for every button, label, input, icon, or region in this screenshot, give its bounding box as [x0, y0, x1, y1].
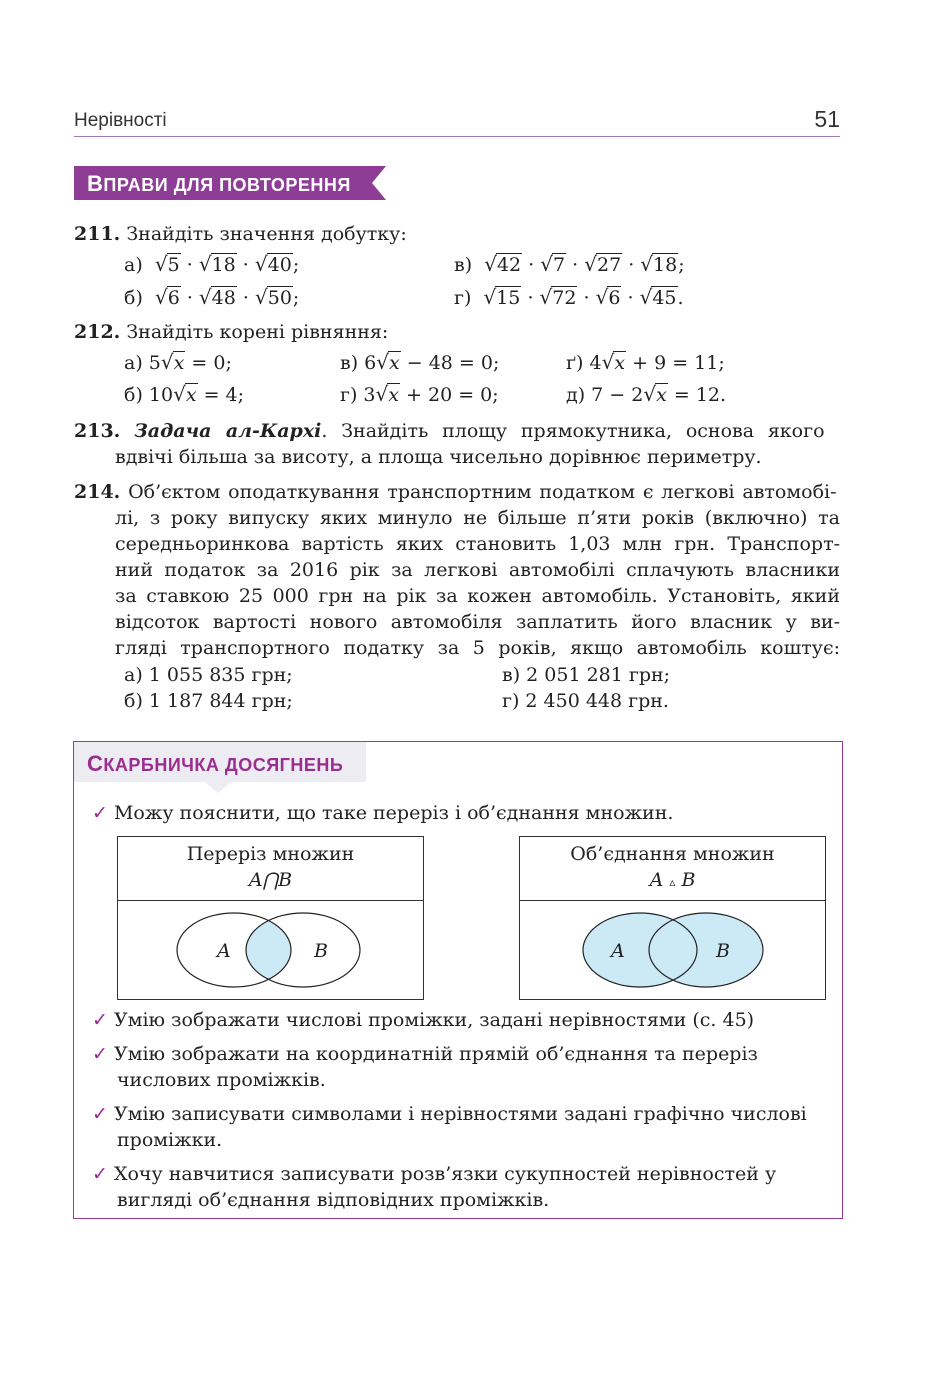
section-title: ВПРАВИ ДЛЯ ПОВТОРЕННЯ [87, 171, 351, 196]
page-number: 51 [814, 106, 840, 132]
exercise-211-v: в) √42 · √7 · √27 · √18; [454, 252, 685, 276]
exercise-214-line5: за ставкою 25 000 грн на рік за кожен автомобіль. Установіть, який [115, 585, 840, 607]
achievements-title: СКАРБНИЧКА ДОСЯГНЕНЬ [87, 751, 344, 776]
tab-pointer [205, 782, 231, 793]
intersection-diagram [117, 836, 424, 1000]
running-header-title: Нерівності [74, 110, 167, 131]
achievement-item-3: ✓ Умію зображати на координатній прямій об’єднання та переріз [92, 1043, 758, 1065]
union-set-a-label: A [611, 940, 625, 962]
union-diagram [519, 836, 826, 1000]
exercise-211-a: а) √5 · √18 · √40; [124, 252, 300, 276]
exercise-214-b: б) 1 187 844 грн; [124, 690, 293, 712]
exercise-212-v: в) 6√x − 48 = 0; [340, 350, 500, 374]
achievement-item-5-cont: вигляді об’єднання відповідних проміжків. [117, 1189, 550, 1211]
exercise-212-g: г) 3√x + 20 = 0; [340, 382, 499, 406]
exercise-213-line1: 213. Задача ал-Кархі. Знайдіть площу прямокутника, основа якого [74, 420, 825, 442]
exercise-213-line2: вдвічі більша за висоту, а площа чисельно дорівнює периметру. [115, 446, 762, 468]
exercise-212-g1: ґ) 4√x + 9 = 11; [566, 350, 725, 374]
exercise-212-d: д) 7 − 2√x = 12. [566, 382, 727, 406]
achievement-item-1: ✓ Можу пояснити, що таке переріз і об’єднання множин. [92, 802, 674, 824]
achievement-item-5: ✓ Хочу навчитися записувати розв’язки сукупностей нерівностей у [92, 1163, 777, 1185]
intersection-header: Переріз множин A⋂B [118, 837, 423, 901]
intersection-venn [118, 903, 423, 999]
union-venn [520, 903, 825, 999]
exercise-211-b: б) √6 · √48 · √50; [124, 285, 300, 309]
set-b-label: B [314, 940, 328, 962]
exercise-214-line2: лі, з року випуску яких минуло не більше п’яти років (включно) та [115, 507, 840, 529]
achievement-item-4: ✓ Умію записувати символами і нерівностями задані графічно числові [92, 1103, 807, 1125]
achievement-item-3-cont: числових проміжків. [117, 1069, 326, 1091]
section-banner [74, 166, 386, 200]
exercise-214-line4: ний податок за 2016 рік за легкові автомобілі сплачують власники [115, 559, 840, 581]
exercise-214-line3: середньоринкова вартість яких становить 1,03 млн грн. Транспорт- [115, 533, 840, 555]
exercise-211-heading: 211. Знайдіть значення добутку: [74, 223, 407, 245]
check-icon: ✓ [92, 1163, 108, 1185]
exercise-214-v: в) 2 051 281 грн; [502, 664, 671, 686]
exercise-214-line7: гляді транспортного податку за 5 років, якщо автомобіль коштує: [115, 637, 840, 659]
achievement-item-4-cont: проміжки. [117, 1129, 223, 1151]
exercise-214-line1: 214. Об’єктом оподаткування транспортним податком є легкові автомобі- [74, 481, 837, 503]
union-header: Об’єднання множин A ▵ B [520, 837, 825, 901]
check-icon: ✓ [92, 802, 108, 824]
achievements-tab [74, 742, 366, 782]
check-icon: ✓ [92, 1009, 108, 1031]
header-divider [74, 136, 840, 137]
check-icon: ✓ [92, 1043, 108, 1065]
exercise-211-g: г) √15 · √72 · √6 · √45. [454, 285, 684, 309]
set-a-label: A [217, 940, 231, 962]
exercise-214-a: а) 1 055 835 грн; [124, 664, 293, 686]
exercise-212-b: б) 10√x = 4; [124, 382, 245, 406]
check-icon: ✓ [92, 1103, 108, 1125]
exercise-212-a: а) 5√x = 0; [124, 350, 232, 374]
union-set-b-label: B [716, 940, 730, 962]
exercise-214-line6: відсоток вартості нового автомобіля заплатить його власник у ви- [115, 611, 840, 633]
achievement-item-2: ✓ Умію зображати числові проміжки, задані нерівностями (с. 45) [92, 1009, 755, 1031]
exercise-214-g: г) 2 450 448 грн. [502, 690, 669, 712]
exercise-212-heading: 212. Знайдіть корені рівняння: [74, 321, 389, 343]
